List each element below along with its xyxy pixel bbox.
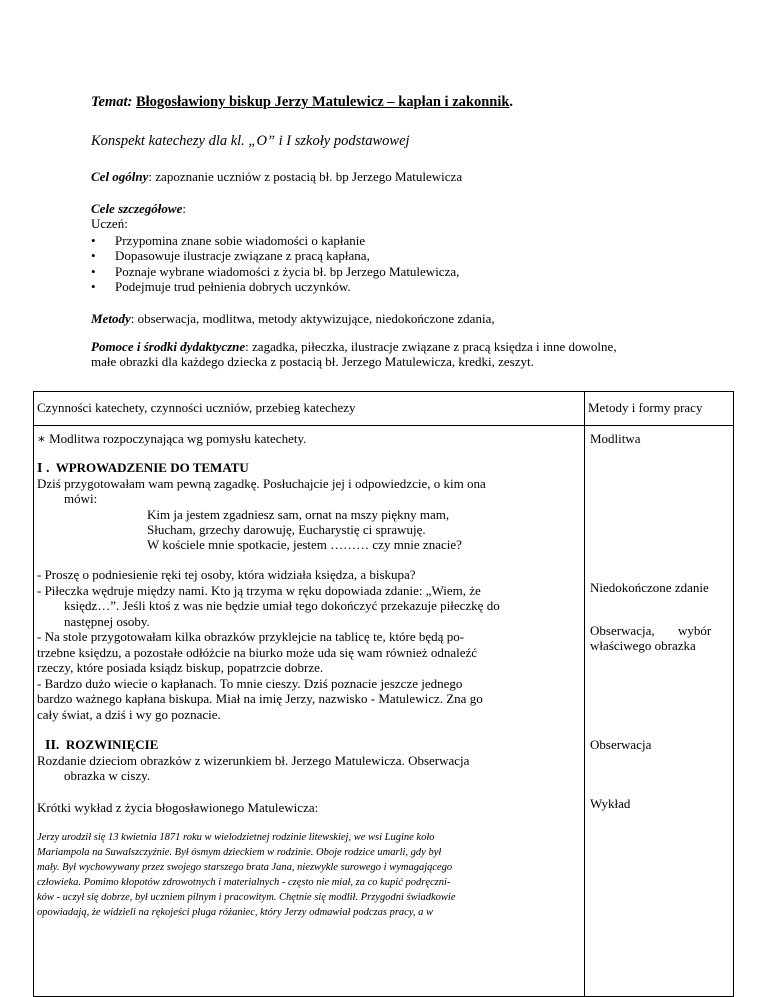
bio-line-2: Mariampola na Suwalszczyźnie. Był ósmym dzieckiem w rodzinie. Oboje rodzice umarli, gdy był [37,847,442,858]
method-unfinished-sentence: Niedokończone zdanie [590,580,709,595]
paragraph-3-line-3: rzeczy, które posiada ksiądz biskup, popatrzcie dobrze. [37,660,324,675]
paragraph-2-line-1: - Piłeczka wędruje między nami. Kto ją trzyma w ręku dopowiada zdanie: „Wiem, że [37,583,481,598]
methods-cell [585,426,734,997]
paragraph-2-line-2: księdz…”. Jeśli ktoś z was nie będzie umiał tego dokończyć przekazuje piłeczkę do [64,598,500,613]
riddle-line-2: Słucham, grzechy darowuję, Eucharystię ci sprawuję. [147,522,426,537]
method-observation-choice-2: właściwego obrazka [590,638,696,653]
table-header-row [34,392,734,426]
method-prayer: Modlitwa [590,431,641,446]
section-2-number: II. [45,738,60,753]
opening-prayer: ∗ Modlitwa rozpoczynająca wg pomysłu katechety. [37,431,307,446]
intro-line-1: Dziś przygotowałam wam pewną zagadkę. Posłuchajcie jej i odpowiedzcie, o kim ona [37,476,486,491]
list-item: • Przypomina znane sobie wiadomości o kapłanie [91,233,459,248]
method-observation-choice-1: Obserwacja, [590,623,655,638]
specific-goals-colon: : [182,201,186,216]
method-lecture: Wykład [590,796,631,811]
development-line-2: obrazka w ciszy. [64,768,151,783]
section-1-title: WPROWADZENIE DO TEMATU [55,460,249,475]
section-1-number: I . [37,461,50,476]
lesson-plan-table [33,391,734,997]
lecture-intro: Krótki wykład z życia błogosławionego Matulewicza: [37,800,319,815]
development-line-1: Rozdanie dzieciom obrazków z wizerunkiem bł. Jerzego Matulewicza. Obserwacja [37,753,470,768]
paragraph-4-line-1: - Bardzo dużo wiecie o kapłanach. To mnie cieszy. Dziś poznacie jeszcze jednego [37,676,463,691]
methods-line [91,311,495,326]
riddle-line-1: Kim ja jestem zgadniesz sam, ornat na mszy piękny mam, [147,507,450,522]
aids-line-2: małe obrazki dla każdego dziecka z postacią bł. Jerzego Matulewicza, kredki, zeszyt. [91,354,534,369]
bio-line-5: ków - uczył się dobrze, był uczniem pilnym i pracowitym. Chętnie się modlił. Przygodni świadkowie [37,892,456,903]
general-goal-text: : zapoznanie uczniów z postacią bł. bp Jerzego Matulewicza [148,169,463,184]
general-goal-label: Cel ogólny [91,169,149,184]
specific-goals-label-line [91,201,186,216]
lesson-title [91,94,513,111]
aids-text-1: : zagadka, piłeczka, ilustracje związane z pracą księdza i inne dowolne, [245,339,617,354]
paragraph-4-line-2: bardzo ważnego kapłana biskupa. Miał na imię Jerzy, nazwisko - Matulewicz. Zna go [37,691,483,706]
section-1-heading [37,460,249,477]
methods-label: Metody [91,311,131,326]
table-row [34,426,734,997]
intro-line-2: mówi: [64,491,98,506]
paragraph-4-line-3: cały świat, a dziś i wy go poznacie. [37,707,221,722]
title-suffix: . [509,94,514,110]
list-item: • Podejmuje trud pełnienia dobrych uczynków. [91,279,459,294]
specific-goals-intro: Uczeń: [91,216,128,231]
aids-line-1 [91,339,617,354]
paragraph-1: - Proszę o podniesienie ręki tej osoby, która widziała księdza, a biskupa? [37,567,416,582]
riddle-line-3: W kościele mnie spotkacie, jestem ……… czy mnie znacie? [147,537,462,552]
method-observation: Obserwacja [590,737,652,752]
column-header-activities: Czynności katechety, czynności uczniów, przebieg katechezy [34,392,585,426]
methods-text: : obserwacja, modlitwa, metody aktywizujące, niedokończone zdania, [130,311,495,326]
bio-line-1: Jerzy urodził się 13 kwietnia 1871 roku w wielodzietnej rodzinie litewskiej, we wsi Lugine koło [37,832,435,843]
list-item: • Dopasowuje ilustracje związane z pracą kapłana, [91,248,459,263]
paragraph-2-line-3: następnej osoby. [64,614,150,629]
specific-goals-label: Cele szczegółowe [91,201,183,216]
method-observation-choice-1b: wybór [678,623,712,638]
column-header-methods: Metody i formy pracy [585,392,734,426]
paragraph-3-line-1: - Na stole przygotowałam kilka obrazków przyklejcie na tablicę te, które będą po- [37,629,465,644]
section-2-title: ROZWINIĘCIE [65,737,159,752]
lesson-subtitle: Konspekt katechezy dla kl. „O” i I szkoły podstawowej [91,133,410,149]
list-item: • Poznaje wybrane wiadomości z życia bł. bp Jerzego Matulewicza, [91,264,459,279]
title-text: Błogosławiony biskup Jerzy Matulewicz – kapłan i zakonnik [135,94,510,110]
aids-label: Pomoce i środki dydaktyczne [91,339,246,354]
title-label: Temat: [91,94,133,110]
bio-line-4: człowieka. Pomimo kłopotów zdrowotnych i materialnych - często nie miał, za co kupić podręczni- [37,877,451,888]
section-2-heading [45,737,158,754]
general-goal [91,169,462,184]
activities-cell [34,426,585,997]
paragraph-3-line-2: trzebne księdzu, a pozostałe odłóżcie na biurko może uda się wam również odnaleźć [37,645,478,660]
bio-line-6: opowiadają, że widzieli na rękojeści pługa różaniec, który Jerzy odmawiał podczas pracy, a w [37,907,434,918]
bio-line-3: mały. Był wychowywany przez swojego starszego brata Jana, niezwykle surowego i wymagającego [37,862,453,873]
specific-goals-list [91,233,459,295]
